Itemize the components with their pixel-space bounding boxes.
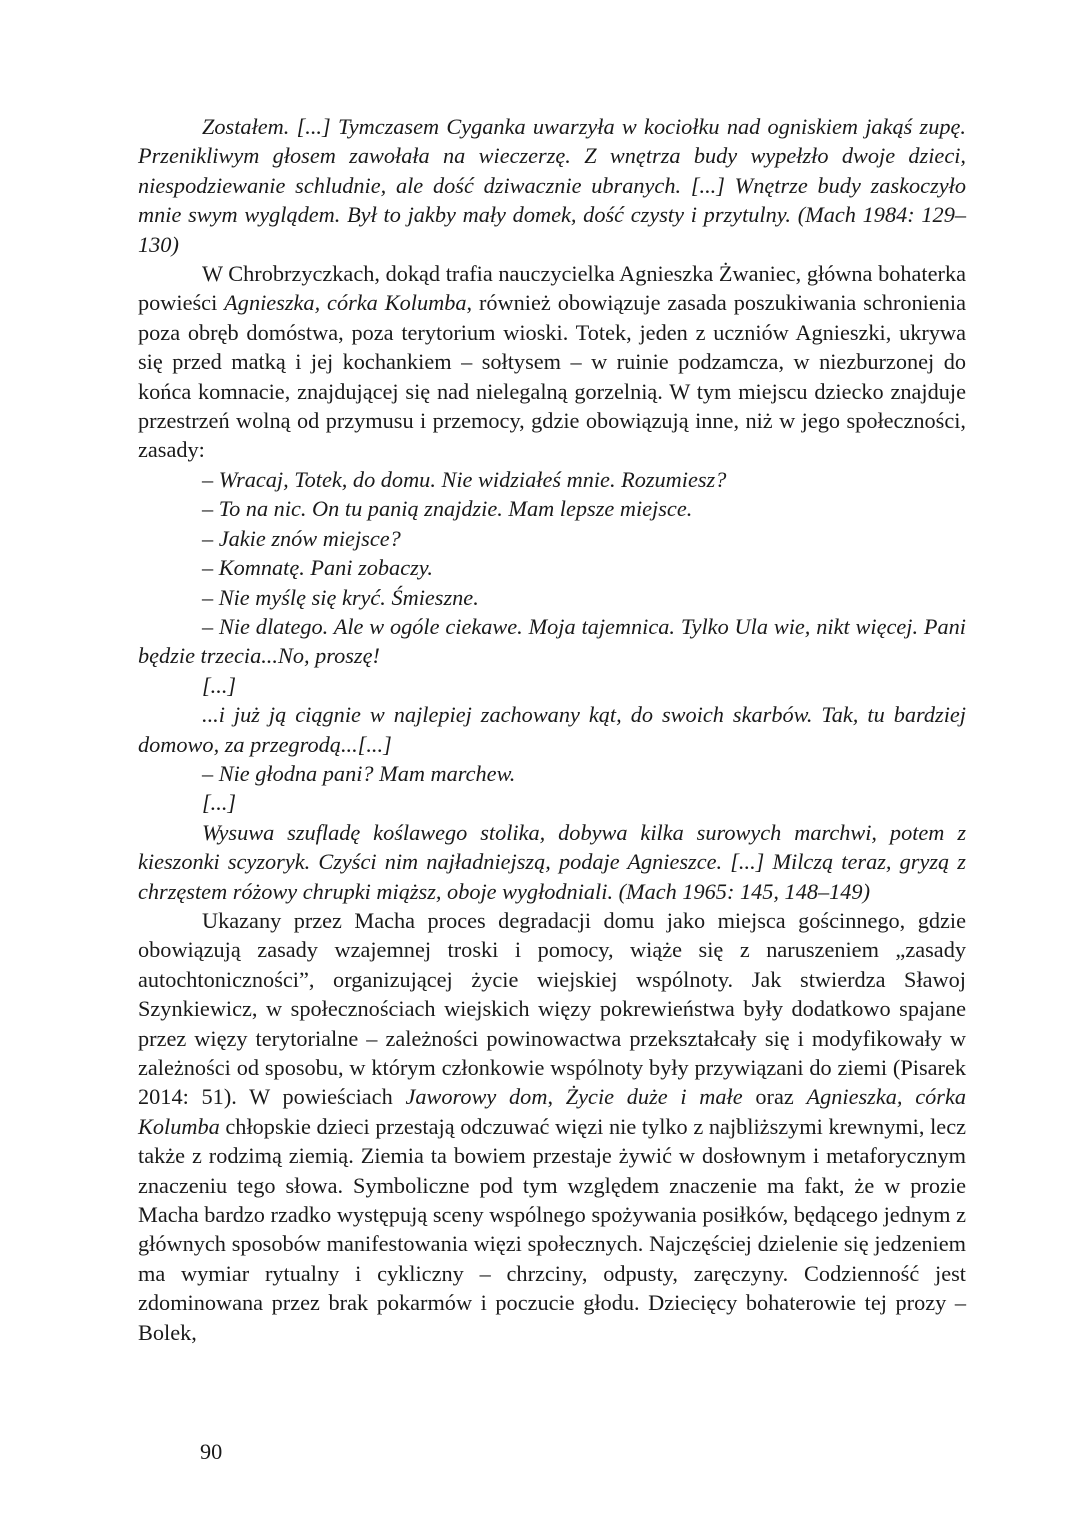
paragraph-1-text-b: , również obowiązuje zasada poszukiwania schronienia poza obręb domóstwa, poza terytorium wioski. Totek, jeden z uczniów Agnieszki, ukrywa się przed matką i jej kochankiem – sołtysem – w ruinie podzamcza, w niezburzonej do końca komnacie, znajdującej się nad nielegalną gorzelnią. W tym miejscu dziecko znajduje przestrzeń wolną od przymusu i przemocy, gdzie obowiązują inne, niż w jego społeczności, zasady: <box>138 290 966 463</box>
paragraph-1-text-a: W Chrobrzyczkach, dokąd trafia nauczycielka Agnieszka Żwaniec, główna bohaterka powieści <box>138 261 966 316</box>
paragraph-2-title-3: Agnieszka, córka Kolumba <box>138 1084 966 1139</box>
paragraph-1-title: Agnieszka, córka Kolumba <box>224 290 467 316</box>
page-body <box>138 112 966 1347</box>
dialogue-line: – Nie myślę się kryć. Śmieszne. <box>202 584 479 610</box>
dialogue-line: – To na nic. On tu panią znajdzie. Mam lepsze miejsce. <box>202 496 693 522</box>
paragraph-2-text-b: chłopskie dzieci przestają odczuwać więzi nie tylko z najbliższymi krewnymi, lecz także z rodzimą ziemią. Ziemia ta bowiem przestaje żywić w dosłownym i metaforycznym znaczeniu tego słowa. Symboliczne pod tym względem znaczenie ma fakt, że w prozie Macha bardzo rzadko występują sceny wspólnego spożywania posiłków, będącego jednym z głównych sposobów manifestowania więzi społecznych. Najczęściej dzielenie się jedzeniem ma wymiar rytualny i cykliczny – chrzciny, odpusty, zaręczyny. Codzienność jest zdominowana przez brak pokarmów i poczucie głodu. Dziecięcy bohaterowie tej prozy – Bolek, <box>138 1113 966 1345</box>
paragraph-2 <box>138 906 966 1347</box>
paragraph-2-title-1: Jaworowy dom <box>405 1084 548 1110</box>
dialogue-line: ...i już ją ciągnie w najlepiej zachowany kąt, do swoich skarbów. Tak, tu bardziej domowo, za przegrodą...[...] <box>138 702 966 757</box>
dialogue-ellipsis: [...] <box>202 672 237 698</box>
dialogue-block <box>138 465 966 906</box>
block-quote-1: Zostałem. [...] Tymczasem Cyganka uwarzyła w kociołku nad ogniskiem jakąś zupę. Przenikliwym głosem zawołała na wieczerzę. Z wnętrza budy wypełzło dwoje dzieci, niespodziewanie schludnie, ale dość dziwacznie ubranych. [...] Wnętrze budy zaskoczyło mnie swym wyglądem. Był to jakby mały domek, dość czysty i przytulny. (Mach 1984: 129–130) <box>138 114 966 257</box>
dialogue-line: – Nie głodna pani? Mam marchew. <box>202 760 516 786</box>
dialogue-line: – Wracaj, Totek, do domu. Nie widziałeś mnie. Rozumiesz? <box>202 466 727 492</box>
dialogue-line: – Jakie znów miejsce? <box>202 525 401 551</box>
paragraph-2-title-2: Życie duże i małe <box>565 1084 743 1110</box>
dialogue-line: Wysuwa szufladę koślawego stolika, dobywa kilka surowych marchwi, potem z kieszonki scyzoryk. Czyści nim najładniejszą, podaje Agnieszce. [...] Milczą teraz, gryzą z chrzęstem różowy chrupki miąższ, oboje wygłodniali. (Mach 1965: 145, 148–149) <box>138 819 966 904</box>
dialogue-ellipsis: [...] <box>202 790 237 816</box>
paragraph-2-sep-1: , <box>547 1084 566 1110</box>
dialogue-line: – Nie dlatego. Ale w ogóle ciekawe. Moja tajemnica. Tylko Ula wie, nikt więcej. Pani będzie trzecia...No, proszę! <box>138 613 966 669</box>
dialogue-line: – Komnatę. Pani zobaczy. <box>202 555 434 581</box>
paragraph-2-text-a: Ukazany przez Macha proces degradacji domu jako miejsca gościnnego, gdzie obowiązują zasady wzajemnej troski i pomocy, wiąże się z naruszeniem „zasady autochtoniczności”, organizującej życie wiejskiej wspólnoty. Jak stwierdza Sławoj Szynkiewicz, w społecznościach wiejskich więzy pokrewieństwa były dodatkowo spajane przez więzy terytorialne – zależności powinowactwa przekształcały się i modyfikowały w zależności od sposobu, w którym członkowie wspólnoty były przywiązani do ziemi (Pisarek 2014: 51). W powieściach <box>138 907 966 1110</box>
paragraph-1 <box>138 259 966 465</box>
page-number: 90 <box>200 1439 223 1464</box>
paragraph-2-sep-2: oraz <box>742 1084 807 1110</box>
